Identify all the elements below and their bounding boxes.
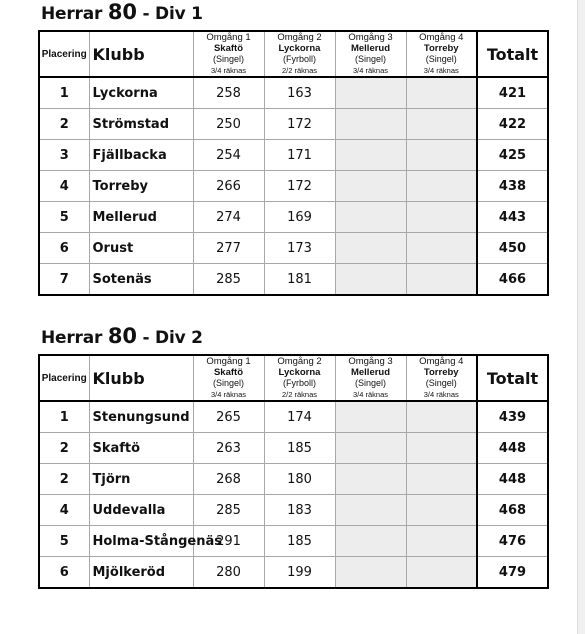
round-1-score-cell: 280 bbox=[193, 557, 264, 589]
klubb-header bbox=[89, 355, 193, 401]
placering-cell: 2 bbox=[39, 464, 89, 495]
total-score-cell: 421 bbox=[477, 77, 548, 109]
club-name-cell: Mjölkeröd bbox=[89, 557, 193, 589]
round-4-header bbox=[406, 355, 477, 401]
klubb-header-label: Klubb bbox=[92, 44, 145, 64]
round-3-score-cell bbox=[335, 109, 406, 140]
round-venue: Torreby bbox=[423, 43, 459, 54]
round-3-score-cell bbox=[335, 233, 406, 264]
div1-results-table bbox=[38, 30, 549, 296]
round-1-score-cell: 254 bbox=[193, 140, 264, 171]
round-2-score-cell: 183 bbox=[264, 495, 335, 526]
round-3-score-cell bbox=[335, 171, 406, 202]
table-row bbox=[39, 171, 548, 202]
table-row bbox=[39, 526, 548, 557]
total-score-cell: 443 bbox=[477, 202, 548, 233]
round-venue: Lyckorna bbox=[278, 43, 321, 54]
total-score-cell: 468 bbox=[477, 495, 548, 526]
club-name-cell: Lyckorna bbox=[89, 77, 193, 109]
round-1-score-cell: 274 bbox=[193, 202, 264, 233]
round-4-score-cell bbox=[406, 464, 477, 495]
table-row bbox=[39, 77, 548, 109]
round-3-header bbox=[335, 355, 406, 401]
round-3-score-cell bbox=[335, 526, 406, 557]
round-count: 2/2 räknas bbox=[281, 390, 318, 399]
round-label: Omgång 3 bbox=[348, 32, 393, 43]
klubb-header-label: Klubb bbox=[92, 368, 145, 388]
round-3-score-cell bbox=[335, 464, 406, 495]
round-count: 3/4 räknas bbox=[210, 390, 247, 399]
total-score-cell: 422 bbox=[477, 109, 548, 140]
div1-title-suffix: - Div 1 bbox=[136, 4, 203, 24]
div2-title bbox=[41, 324, 203, 348]
table-row bbox=[39, 464, 548, 495]
table-row bbox=[39, 202, 548, 233]
club-name-cell: Orust bbox=[89, 233, 193, 264]
table-row bbox=[39, 495, 548, 526]
total-score-cell: 448 bbox=[477, 464, 548, 495]
round-2-score-cell: 180 bbox=[264, 464, 335, 495]
round-1-header bbox=[193, 355, 264, 401]
round-2-score-cell: 172 bbox=[264, 109, 335, 140]
round-3-score-cell bbox=[335, 433, 406, 464]
round-4-header bbox=[406, 31, 477, 77]
round-count: 3/4 räknas bbox=[352, 390, 389, 399]
round-count: 2/2 räknas bbox=[281, 66, 318, 75]
round-4-score-cell bbox=[406, 495, 477, 526]
round-2-score-cell: 173 bbox=[264, 233, 335, 264]
round-1-score-cell: 285 bbox=[193, 495, 264, 526]
div2-title-number: 80 bbox=[107, 324, 137, 348]
round-label: Omgång 2 bbox=[277, 32, 322, 43]
round-1-score-cell: 258 bbox=[193, 77, 264, 109]
club-name-cell: Stenungsund bbox=[89, 401, 193, 433]
round-2-header bbox=[264, 31, 335, 77]
placering-cell: 1 bbox=[39, 77, 89, 109]
round-2-score-cell: 181 bbox=[264, 264, 335, 296]
placering-cell: 2 bbox=[39, 109, 89, 140]
total-score-cell: 450 bbox=[477, 233, 548, 264]
round-type: (Singel) bbox=[212, 378, 244, 388]
div2-table-body bbox=[39, 401, 548, 588]
round-4-score-cell bbox=[406, 233, 477, 264]
round-3-score-cell bbox=[335, 202, 406, 233]
round-2-score-cell: 174 bbox=[264, 401, 335, 433]
club-name-cell: Fjällbacka bbox=[89, 140, 193, 171]
round-2-score-cell: 185 bbox=[264, 526, 335, 557]
totalt-header-label: Totalt bbox=[486, 44, 539, 64]
round-type: (Singel) bbox=[354, 378, 386, 388]
round-label: Omgång 2 bbox=[277, 356, 322, 367]
round-2-score-cell: 171 bbox=[264, 140, 335, 171]
round-2-score-cell: 163 bbox=[264, 77, 335, 109]
round-type: (Fyrboll) bbox=[283, 54, 316, 64]
round-label: Omgång 4 bbox=[419, 356, 464, 367]
table-row bbox=[39, 140, 548, 171]
round-3-score-cell bbox=[335, 264, 406, 296]
round-3-score-cell bbox=[335, 557, 406, 589]
round-label: Omgång 4 bbox=[419, 32, 464, 43]
placering-cell: 6 bbox=[39, 233, 89, 264]
round-label: Omgång 1 bbox=[206, 356, 251, 367]
round-venue: Mellerud bbox=[350, 367, 391, 378]
round-type: (Singel) bbox=[354, 54, 386, 64]
page-edge bbox=[577, 0, 585, 634]
total-score-cell: 476 bbox=[477, 526, 548, 557]
round-type: (Singel) bbox=[425, 378, 457, 388]
total-score-cell: 448 bbox=[477, 433, 548, 464]
round-2-score-cell: 199 bbox=[264, 557, 335, 589]
total-score-cell: 438 bbox=[477, 171, 548, 202]
round-3-score-cell bbox=[335, 77, 406, 109]
placering-cell: 5 bbox=[39, 526, 89, 557]
round-venue: Skaftö bbox=[213, 43, 244, 54]
round-venue: Skaftö bbox=[213, 367, 244, 378]
round-venue: Torreby bbox=[423, 367, 459, 378]
totalt-header-label: Totalt bbox=[486, 368, 539, 388]
round-2-score-cell: 172 bbox=[264, 171, 335, 202]
div2-title-prefix: Herrar bbox=[41, 328, 108, 348]
round-1-header bbox=[193, 31, 264, 77]
round-count: 3/4 räknas bbox=[423, 390, 459, 399]
round-2-score-cell: 169 bbox=[264, 202, 335, 233]
round-4-score-cell bbox=[406, 171, 477, 202]
div1-title-number: 80 bbox=[107, 0, 137, 24]
round-4-score-cell bbox=[406, 140, 477, 171]
placering-header-label: Placering bbox=[41, 372, 87, 384]
round-2-score-cell: 185 bbox=[264, 433, 335, 464]
div1-table-body bbox=[39, 77, 548, 295]
placering-cell: 6 bbox=[39, 557, 89, 589]
round-1-score-cell: 266 bbox=[193, 171, 264, 202]
totalt-header bbox=[477, 31, 548, 77]
round-label: Omgång 1 bbox=[206, 32, 251, 43]
club-name-cell: Skaftö bbox=[89, 433, 193, 464]
div2-title-suffix: - Div 2 bbox=[136, 328, 203, 348]
placering-cell: 3 bbox=[39, 140, 89, 171]
placering-header bbox=[39, 31, 89, 77]
totalt-header bbox=[477, 355, 548, 401]
round-label: Omgång 3 bbox=[348, 356, 393, 367]
round-4-score-cell bbox=[406, 264, 477, 296]
round-count: 3/4 räknas bbox=[210, 66, 247, 75]
round-3-score-cell bbox=[335, 401, 406, 433]
round-venue: Lyckorna bbox=[278, 367, 321, 378]
table-row bbox=[39, 264, 548, 296]
round-type: (Fyrboll) bbox=[283, 378, 316, 388]
round-1-score-cell: 285 bbox=[193, 264, 264, 296]
placering-cell: 7 bbox=[39, 264, 89, 296]
round-1-score-cell: 268 bbox=[193, 464, 264, 495]
round-3-score-cell bbox=[335, 495, 406, 526]
placering-header-label: Placering bbox=[41, 48, 87, 60]
round-4-score-cell bbox=[406, 202, 477, 233]
total-score-cell: 466 bbox=[477, 264, 548, 296]
club-name-cell: Sotenäs bbox=[89, 264, 193, 296]
klubb-header bbox=[89, 31, 193, 77]
round-4-score-cell bbox=[406, 109, 477, 140]
club-name-cell: Torreby bbox=[89, 171, 193, 202]
div2-table-header bbox=[39, 355, 548, 401]
club-name-cell: Mellerud bbox=[89, 202, 193, 233]
club-name-cell: Tjörn bbox=[89, 464, 193, 495]
placering-cell: 4 bbox=[39, 495, 89, 526]
placering-cell: 4 bbox=[39, 171, 89, 202]
div1-title bbox=[41, 0, 203, 24]
round-2-header bbox=[264, 355, 335, 401]
table-row bbox=[39, 233, 548, 264]
club-name-cell: Holma-Stångenäs bbox=[89, 526, 193, 557]
round-4-score-cell bbox=[406, 77, 477, 109]
round-count: 3/4 räknas bbox=[352, 66, 389, 75]
round-1-score-cell: 277 bbox=[193, 233, 264, 264]
round-type: (Singel) bbox=[425, 54, 457, 64]
round-3-header bbox=[335, 31, 406, 77]
table-row bbox=[39, 109, 548, 140]
round-1-score-cell: 263 bbox=[193, 433, 264, 464]
round-1-score-cell: 291 bbox=[193, 526, 264, 557]
total-score-cell: 479 bbox=[477, 557, 548, 589]
round-4-score-cell bbox=[406, 557, 477, 589]
round-3-score-cell bbox=[335, 140, 406, 171]
placering-cell: 2 bbox=[39, 433, 89, 464]
total-score-cell: 439 bbox=[477, 401, 548, 433]
table-row bbox=[39, 401, 548, 433]
round-count: 3/4 räknas bbox=[423, 66, 459, 75]
round-1-score-cell: 250 bbox=[193, 109, 264, 140]
round-type: (Singel) bbox=[212, 54, 244, 64]
div1-table-header bbox=[39, 31, 548, 77]
round-1-score-cell: 265 bbox=[193, 401, 264, 433]
div1-title-prefix: Herrar bbox=[41, 4, 108, 24]
table-row bbox=[39, 557, 548, 589]
round-4-score-cell bbox=[406, 401, 477, 433]
club-name-cell: Uddevalla bbox=[89, 495, 193, 526]
table-row bbox=[39, 433, 548, 464]
round-venue: Mellerud bbox=[350, 43, 391, 54]
round-4-score-cell bbox=[406, 433, 477, 464]
round-4-score-cell bbox=[406, 526, 477, 557]
div2-results-table bbox=[38, 354, 549, 589]
placering-cell: 5 bbox=[39, 202, 89, 233]
total-score-cell: 425 bbox=[477, 140, 548, 171]
placering-cell: 1 bbox=[39, 401, 89, 433]
placering-header bbox=[39, 355, 89, 401]
club-name-cell: Strömstad bbox=[89, 109, 193, 140]
